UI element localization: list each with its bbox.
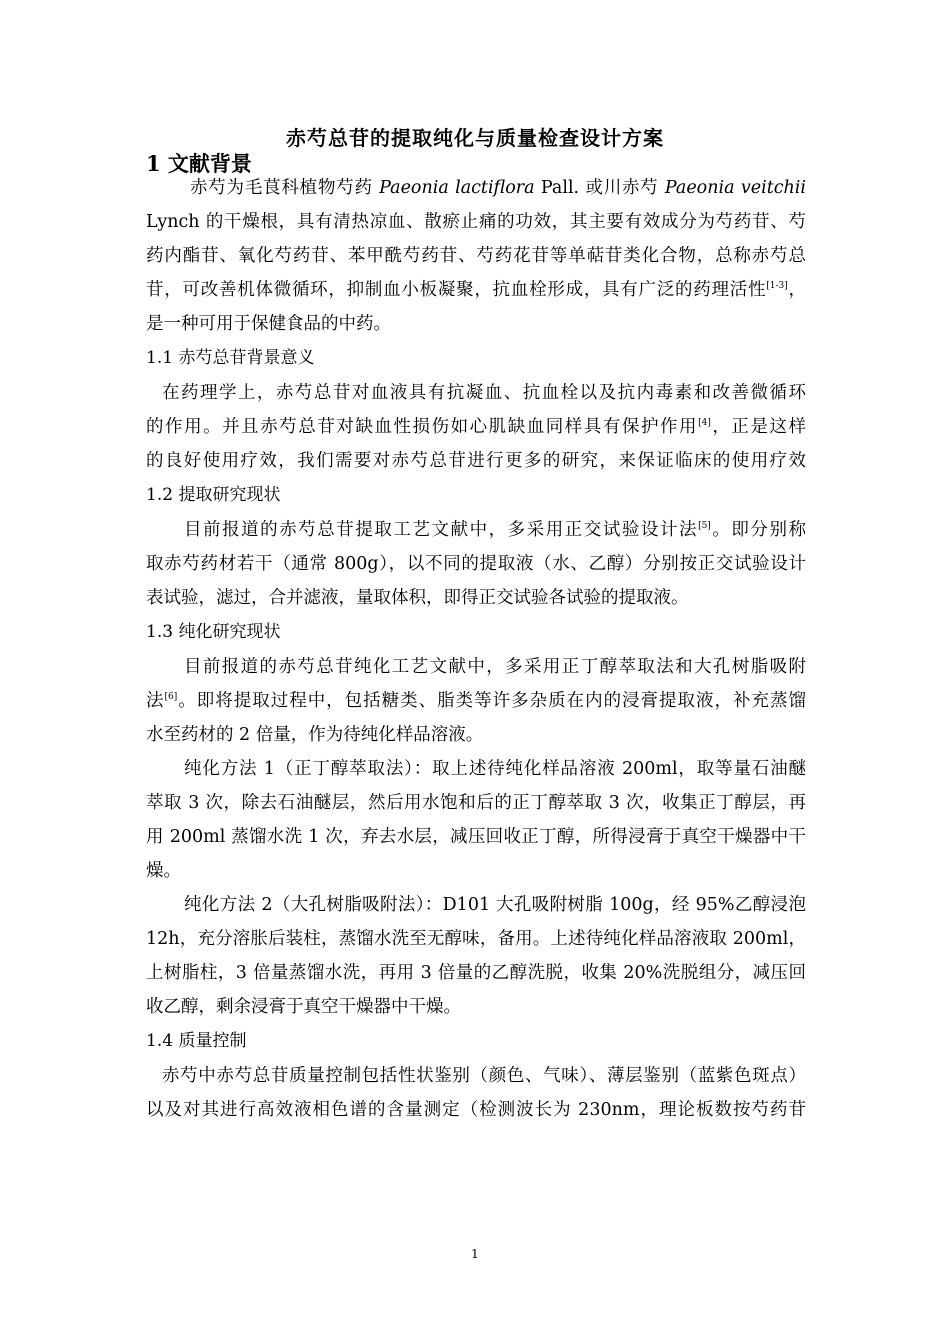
paragraph-line: 目前报道的赤芍总苷纯化工艺文献中，多采用正丁醇萃取法和大孔树脂吸附 [184,657,806,677]
paragraph-line: 收乙醇，剩余浸膏于真空干燥器中干燥。 [146,997,461,1017]
paragraph-line: 药内酯苷、氧化芍药苷、苯甲酰芍药苷、芍药花苷等单萜苷类化合物，总称赤芍总 [146,246,806,266]
paragraph-line: 上树脂柱，3 倍量蒸馏水洗，再用 3 倍量的乙醇洗脱，收集 20%洗脱组分，减压回 [146,963,806,983]
citation: [5] [698,521,711,531]
paragraph-line: 12h，充分溶胀后装柱，蒸馏水洗至无醇味，备用。上述待纯化样品溶液取 200ml， [146,929,806,949]
paragraph-line: 的作用。并且赤芍总苷对缺血性损伤如心肌缺血同样具有保护作用[4]，正是这样 [146,417,806,437]
subsection-heading-1-3: 1.3 纯化研究现状 [146,622,281,642]
paragraph-line: 是一种可用于保健食品的中药。 [146,314,391,334]
paragraph-line: 水至药材的 2 倍量，作为待纯化样品溶液。 [146,725,484,745]
paragraph-line: 在药理学上，赤芍总苷对血液具有抗凝血、抗血栓以及抗内毒素和改善微循环 [162,383,806,403]
paragraph-line: 目前报道的赤芍总苷提取工艺文献中，多采用正交试验设计法[5]。即分别称 [184,520,806,540]
paragraph-line: 的良好使用疗效，我们需要对赤芍总苷进行更多的研究，来保证临床的使用疗效 [146,451,806,471]
paragraph-line: 取赤芍药材若干（通常 800g），以不同的提取液（水、乙醇）分别按正交试验设计 [146,554,806,574]
paragraph-line: 萃取 3 次，除去石油醚层，然后用水饱和后的正丁醇萃取 3 次，收集正丁醇层，再 [146,793,806,813]
paragraph-line: 苷，可改善机体微循环，抑制血小板凝聚，抗血栓形成，具有广泛的药理活性[1-3]， [146,280,806,300]
paragraph-line: 用 200ml 蒸馏水洗 1 次，弃去水层，减压回收正丁醇，所得浸膏于真空干燥器中干 [146,827,806,847]
citation: [4] [698,418,711,428]
paragraph-line: Lynch 的干燥根，具有清热凉血、散瘀止痛的功效，其主要有效成分为芍药苷、芍 [146,212,806,232]
subsection-heading-1-2: 1.2 提取研究现状 [146,485,281,505]
paragraph-line: 以及对其进行高效液相色谱的含量测定（检测波长为 230nm，理论板数按芍药苷 [146,1100,806,1120]
paragraph-line: 赤芍中赤芍总苷质量控制包括性状鉴别（颜色、气味）、薄层鉴别（蓝紫色斑点） [162,1066,806,1086]
section-1-body [146,171,806,1127]
paragraph-line: 法[6]。即将提取过程中，包括糖类、脂类等许多杂质在内的浸膏提取液，补充蒸馏 [146,691,806,711]
paragraph-line: 纯化方法 2（大孔树脂吸附法）：D101 大孔吸附树脂 100g，经 95%乙醇浸泡 [184,895,806,915]
citation: [6] [164,692,178,702]
section-heading-1: 1 文献背景 [146,151,252,176]
citation: [1-3] [766,281,788,291]
subsection-heading-1-1: 1.1 赤芍总苷背景意义 [146,348,315,368]
paragraph-line: 赤芍为毛茛科植物芍药 Paeonia lactiflora Pall. 或川赤芍 Paeonia veitchii [190,178,806,198]
document-title: 赤芍总苷的提取纯化与质量检查设计方案 [286,126,664,150]
paragraph-line: 表试验，滤过，合并滤液，量取体积，即得正交试验各试验的提取液。 [146,588,689,608]
page-number: 1 [471,1247,479,1261]
paragraph-line: 纯化方法 1（正丁醇萃取法）：取上述待纯化样品溶液 200ml，取等量石油醚 [184,759,806,779]
paragraph-line: 燥。 [146,861,181,881]
subsection-heading-1-4: 1.4 质量控制 [146,1031,247,1051]
